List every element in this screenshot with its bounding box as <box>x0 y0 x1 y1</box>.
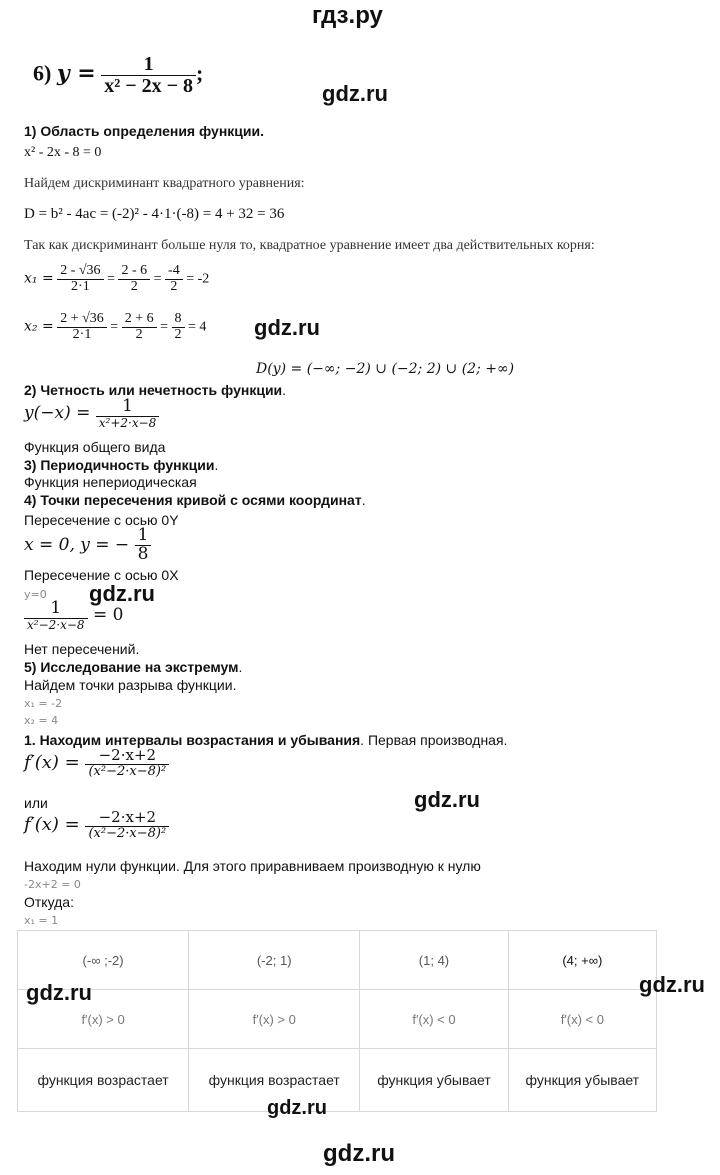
oy-num: 1 <box>135 527 152 546</box>
x1-num2: 2 - 6 <box>118 264 150 280</box>
footer-watermark: gdz.ru <box>323 1140 395 1167</box>
ox-den: x²−2·x−8 <box>27 617 85 632</box>
x2-eq3: = <box>160 319 169 335</box>
problem-denominator: x² − 2x − 8 <box>104 75 194 97</box>
section5-title: 5) Исследование на экстремум <box>24 659 239 675</box>
section2-heading <box>24 382 286 398</box>
interval-cell: (4; +∞) <box>508 931 656 990</box>
section3-title: 3) Периодичность функции <box>24 457 215 473</box>
x2-den1: 2·1 <box>72 326 92 342</box>
derivative1-den: (x²−2·x−8)² <box>88 763 167 779</box>
watermark: gdz.ru <box>267 1097 327 1119</box>
x2-label: x₂ = <box>24 318 54 335</box>
root-x2 <box>24 312 206 342</box>
break-x2: x₂ = 4 <box>24 714 59 727</box>
sign-cell: f′(x) > 0 <box>18 990 189 1049</box>
x2-eq2: = <box>110 319 119 335</box>
intervals-row <box>18 931 657 990</box>
ox-intersection-formula <box>24 600 123 631</box>
section5-heading <box>24 659 242 675</box>
derivative-formula-2 <box>24 810 169 840</box>
oy-intersection-formula <box>24 527 151 564</box>
behavior-cell: функция убывает <box>508 1049 656 1112</box>
problem-tail: ; <box>196 60 204 86</box>
break-x1: x₁ = -2 <box>24 697 63 710</box>
section3-result: Функция непериодическая <box>24 474 197 490</box>
problem-number: 6) <box>33 60 52 86</box>
watermark: gdz.ru <box>26 980 92 1005</box>
x1-frac3 <box>165 264 183 294</box>
two-roots-text: Так как дискриминант больше нуля то, квадратное уравнение имеет два действительных корня: <box>24 238 595 253</box>
derivative2-lhs: f′(x) = <box>24 814 80 836</box>
break-points-text: Найдем точки разрыва функции. <box>24 677 237 693</box>
x1-eq3: = <box>153 271 162 287</box>
behavior-cell: функция возрастает <box>18 1049 189 1112</box>
section3-dot: . <box>214 457 219 473</box>
section4-heading <box>24 492 366 508</box>
intervals-after: . Первая производная. <box>360 732 508 748</box>
watermark: gdz.ru <box>414 787 480 812</box>
derivative2-fraction <box>85 810 169 840</box>
discriminant-formula: D = b² - 4ac = (-2)² - 4·1·(-8) = 4 + 32 = 36 <box>24 206 285 222</box>
sign-cell: f′(x) < 0 <box>508 990 656 1049</box>
x1-num3: -4 <box>165 264 183 280</box>
x1-frac2 <box>118 264 150 294</box>
x2-den2: 2 <box>135 326 143 342</box>
problem-fraction <box>101 54 196 97</box>
find-discriminant-text: Найдем дискриминант квадратного уравнения: <box>24 176 305 191</box>
section2-result: Функция общего вида <box>24 439 166 455</box>
x1-frac1 <box>57 264 103 294</box>
x2-result: = 4 <box>188 319 207 335</box>
section2-dot: . <box>282 382 287 398</box>
ox-fraction <box>24 600 88 631</box>
x2-den3: 2 <box>174 326 182 342</box>
quadratic-equation: x² - 2x - 8 = 0 <box>24 145 102 160</box>
x1-den3: 2 <box>170 278 178 294</box>
interval-cell: (-∞ ;-2) <box>18 931 189 990</box>
section4-dot: . <box>361 492 366 508</box>
x1-den2: 2 <box>130 278 138 294</box>
x1-eq2: = <box>107 271 115 287</box>
y-zero: y=0 <box>24 588 47 601</box>
zero-x1: x₁ = 1 <box>24 914 59 927</box>
x2-num3: 8 <box>172 312 185 328</box>
sign-cell: f′(x) < 0 <box>360 990 508 1049</box>
x2-num2: 2 + 6 <box>122 312 157 328</box>
intervals-table <box>17 930 657 1112</box>
oy-fraction <box>135 527 152 564</box>
behavior-cell: функция убывает <box>360 1049 508 1112</box>
x1-den1: 2·1 <box>71 278 90 294</box>
find-zeros-text: Находим нули функции. Для этого приравниваем производную к нулю <box>24 858 481 874</box>
interval-cell: (1; 4) <box>360 931 508 990</box>
watermark: gdz.ru <box>322 81 388 106</box>
even-odd-fraction <box>96 398 160 429</box>
problem-numerator: 1 <box>101 54 196 76</box>
domain-result: D(y) = (−∞; −2) ∪ (−2; 2) ∪ (2; +∞) <box>256 361 515 377</box>
section5-dot: . <box>238 659 243 675</box>
even-odd-den: x²+2·x−8 <box>98 415 157 430</box>
behavior-row <box>18 1049 657 1112</box>
derivative1-lhs: f′(x) = <box>24 752 80 774</box>
section3-heading <box>24 457 218 473</box>
x1-num1: 2 - √36 <box>57 264 103 280</box>
x1-result: = -2 <box>186 271 210 287</box>
sign-cell: f′(x) > 0 <box>189 990 360 1049</box>
x2-num1: 2 + √36 <box>57 312 107 328</box>
header-watermark: гдз.ру <box>312 2 383 29</box>
problem-lhs: y = <box>56 60 96 87</box>
zero-equation: -2x+2 = 0 <box>24 878 81 891</box>
oy-intersection-label: Пересечение с осью 0Y <box>24 512 179 528</box>
watermark: gdz.ru <box>639 972 705 997</box>
even-odd-formula <box>24 398 159 429</box>
x2-frac3 <box>172 312 185 342</box>
oy-lhs: x = 0, y = − <box>24 534 130 555</box>
section4-title: 4) Точки пересечения кривой с осями координат <box>24 492 362 508</box>
intervals-title: 1. Находим интервалы возрастания и убывания <box>24 732 361 748</box>
even-odd-lhs: y(−x) = <box>24 403 91 424</box>
no-intersections: Нет пересечений. <box>24 641 140 657</box>
derivative-formula-1 <box>24 748 169 778</box>
x2-frac2 <box>122 312 157 342</box>
x2-frac1 <box>57 312 107 342</box>
derivative-sign-row <box>18 990 657 1049</box>
whence-text: Откуда: <box>24 894 74 910</box>
section2-title: 2) Четность или нечетность функции <box>24 382 283 398</box>
derivative2-den: (x²−2·x−8)² <box>88 825 167 841</box>
watermark: gdz.ru <box>89 581 155 606</box>
or-text: или <box>24 795 48 811</box>
watermark: gdz.ru <box>254 315 320 340</box>
derivative1-num: −2·x+2 <box>85 748 169 765</box>
even-odd-num: 1 <box>96 398 160 417</box>
ox-num: 1 <box>24 600 88 619</box>
ox-rhs: = 0 <box>92 605 124 626</box>
derivative2-num: −2·x+2 <box>85 810 169 827</box>
section1-title: 1) Область определения функции. <box>24 123 265 139</box>
root-x1 <box>24 264 209 294</box>
intervals-heading <box>24 732 507 748</box>
x1-label: x₁ = <box>24 270 54 287</box>
oy-den: 8 <box>137 543 149 564</box>
interval-cell: (-2; 1) <box>189 931 360 990</box>
problem-statement <box>33 54 203 97</box>
behavior-cell: функция возрастает <box>189 1049 360 1112</box>
derivative1-fraction <box>85 748 169 778</box>
ox-intersection-label: Пересечение с осью 0X <box>24 567 179 583</box>
